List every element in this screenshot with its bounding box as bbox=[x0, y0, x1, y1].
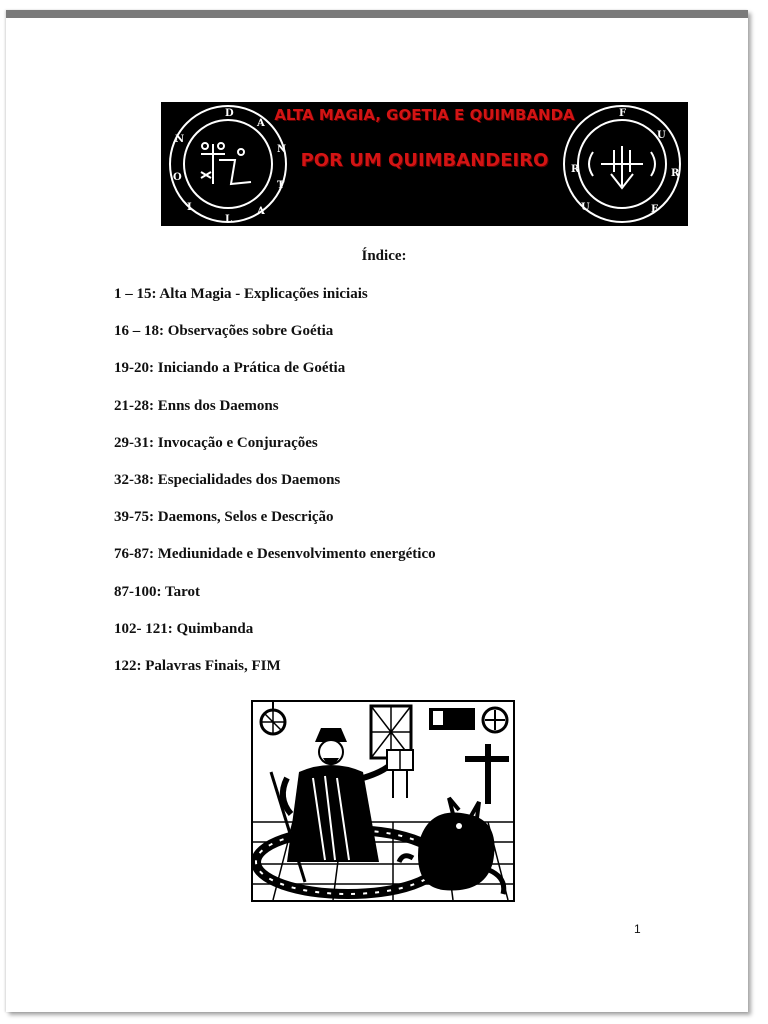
toc-item: 29-31: Invocação e Conjurações bbox=[114, 434, 318, 451]
index-title: Índice: bbox=[361, 248, 407, 264]
svg-text:O: O bbox=[173, 172, 182, 183]
toc-item: 32-38: Especialidades dos Daemons bbox=[114, 471, 341, 488]
banner-subtitle: POR UM QUIMBANDEIRO bbox=[300, 150, 549, 171]
banner-title: ALTA MAGIA, GOETIA E QUIMBANDA bbox=[274, 106, 575, 124]
svg-text:N: N bbox=[175, 134, 185, 145]
svg-text:R: R bbox=[671, 168, 680, 179]
toc-item: 19-20: Iniciando a Prática de Goétia bbox=[114, 360, 346, 377]
svg-text:A: A bbox=[257, 206, 265, 217]
svg-text:A: A bbox=[257, 118, 265, 129]
toc-item: 102- 121: Quimbanda bbox=[114, 620, 254, 637]
title-banner bbox=[161, 102, 688, 226]
toc-item: 39-75: Daemons, Selos e Descrição bbox=[114, 509, 334, 526]
svg-text:F: F bbox=[619, 108, 627, 119]
svg-text:D: D bbox=[225, 108, 234, 119]
svg-text:T: T bbox=[277, 180, 285, 191]
svg-text:I: I bbox=[187, 202, 192, 213]
svg-text:N: N bbox=[277, 144, 287, 155]
toc-item: 122: Palavras Finais, FIM bbox=[114, 657, 281, 674]
table-of-contents bbox=[114, 284, 436, 693]
svg-text:F: F bbox=[651, 204, 659, 215]
svg-text:R: R bbox=[571, 164, 580, 175]
woodcut-magician-illustration bbox=[251, 700, 515, 902]
toc-item: 16 – 18: Observações sobre Goétia bbox=[114, 323, 334, 340]
svg-text:U: U bbox=[581, 202, 590, 213]
toc-item: 87-100: Tarot bbox=[114, 583, 200, 600]
toc-item: 21-28: Enns dos Daemons bbox=[114, 397, 279, 414]
svg-text:U: U bbox=[657, 130, 666, 141]
svg-text:L: L bbox=[225, 214, 233, 225]
page-number: 1 bbox=[634, 922, 641, 936]
toc-item: 76-87: Mediunidade e Desenvolvimento energético bbox=[114, 546, 436, 563]
toc-item: 1 – 15: Alta Magia - Explicações iniciais bbox=[114, 286, 368, 302]
